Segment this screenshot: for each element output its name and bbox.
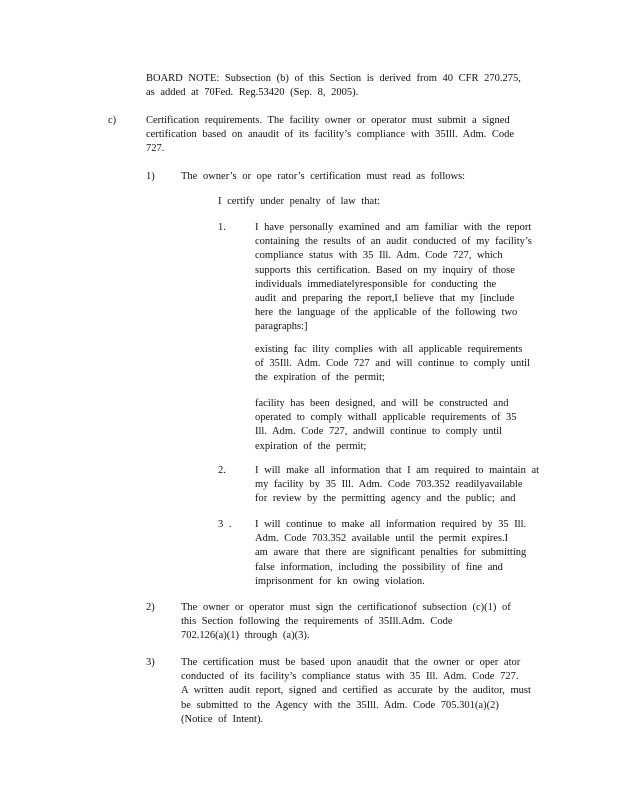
item-2-line: The owner or operator must sign the certificationof subsection (c)(1) of xyxy=(181,602,511,613)
cert-3-text xyxy=(255,518,555,589)
board-note-line: BOARD NOTE: Subsection (b) of this Section is derived from 40 CFR 270.275, xyxy=(146,73,521,84)
cert-2-line: I will make all information that I am required to maintain at xyxy=(255,465,540,476)
cert-3-label: 3 . xyxy=(218,519,232,530)
cert-1-line: compliance status with 35 Ill. Adm. Code 727, which xyxy=(255,250,503,262)
item-3-text xyxy=(181,656,561,727)
item-2-label: 2) xyxy=(146,602,155,613)
item-1-label: 1) xyxy=(146,171,155,182)
board-note xyxy=(146,72,546,100)
cert-2-line: for review by the permitting agency and the public; and xyxy=(255,493,516,505)
section-c-line: Certification requirements. The facility owner or operator must submit a signed xyxy=(146,115,510,126)
section-c-text xyxy=(146,114,546,157)
cert-3-line: imprisonment for kn owing violation. xyxy=(255,575,425,587)
item-2-text xyxy=(181,601,561,644)
item-1-text: The owner’s or ope rator’s certification must read as follows: xyxy=(181,171,466,182)
cert-2-text xyxy=(255,464,555,507)
cert-3-line: Adm. Code 703.352 available until the permit expires.I xyxy=(255,533,509,545)
cert-1-line: audit and preparing the report,I believe that my [include xyxy=(255,293,515,305)
para-facility-line: expiration of the permit; xyxy=(255,440,367,452)
cert-2-label: 2. xyxy=(218,465,226,476)
cert-2-line: my facility by 35 Ill. Adm. Code 703.352 readilyavailable xyxy=(255,479,523,491)
cert-1-text xyxy=(255,221,555,335)
item-3-line: The certification must be based upon anaudit that the owner or oper ator xyxy=(181,657,521,668)
para-facility-line: facility has been designed, and will be constructed and xyxy=(255,398,509,409)
cert-3-line: am aware that there are significant penalties for submitting xyxy=(255,547,527,559)
para-facility-line: Ill. Adm. Code 727, andwill continue to comply until xyxy=(255,426,503,438)
para-facility xyxy=(255,397,555,454)
certify-intro: I certify under penalty of law that: xyxy=(218,196,381,207)
item-3-line: (Notice of Intent). xyxy=(181,713,264,725)
cert-3-line: false information, including the possibility of fine and xyxy=(255,561,503,573)
cert-1-line: paragraphs:] xyxy=(255,321,308,333)
section-c-line: 727. xyxy=(146,143,165,155)
cert-1-line: supports this certification. Based on my inquiry of those xyxy=(255,264,515,276)
para-existing-line: existing fac ility complies with all applicable requirements xyxy=(255,344,523,355)
cert-1-line: I have personally examined and am familiar with the report xyxy=(255,222,532,233)
cert-3-line: I will continue to make all information required by 35 Ill. xyxy=(255,519,527,530)
para-existing-line: the expiration of the permit; xyxy=(255,372,385,384)
item-3-line: A written audit report, signed and certified as accurate by the auditor, must xyxy=(181,685,531,697)
item-2-line: this Section following the requirements of 35Ill.Adm. Code xyxy=(181,616,453,628)
cert-1-line: here the language of the applicable of the following two xyxy=(255,307,518,319)
item-3-label: 3) xyxy=(146,657,155,668)
item-3-line: conducted of its facility’s compliance status with 35 Ill. Adm. Code 727. xyxy=(181,671,519,683)
para-existing xyxy=(255,343,555,386)
section-c-line: certification based on anaudit of its facility’s compliance with 35Ill. Adm. Code xyxy=(146,129,515,141)
para-existing-line: of 35Ill. Adm. Code 727 and will continue to comply until xyxy=(255,358,530,370)
section-c-label: c) xyxy=(108,115,117,126)
board-note-line: as added at 70Fed. Reg.53420 (Sep. 8, 2005). xyxy=(146,87,359,99)
item-2-line: 702.126(a)(1) through (a)(3). xyxy=(181,630,310,642)
cert-1-label: 1. xyxy=(218,222,226,233)
item-3-line: be submitted to the Agency with the 35Ill. Adm. Code 705.301(a)(2) xyxy=(181,699,499,711)
para-facility-line: operated to comply withall applicable requirements of 35 xyxy=(255,412,517,424)
cert-1-line: individuals immediatelyresponsible for conducting the xyxy=(255,278,497,290)
cert-1-line: containing the results of an audit conducted of my facility’s xyxy=(255,236,532,248)
